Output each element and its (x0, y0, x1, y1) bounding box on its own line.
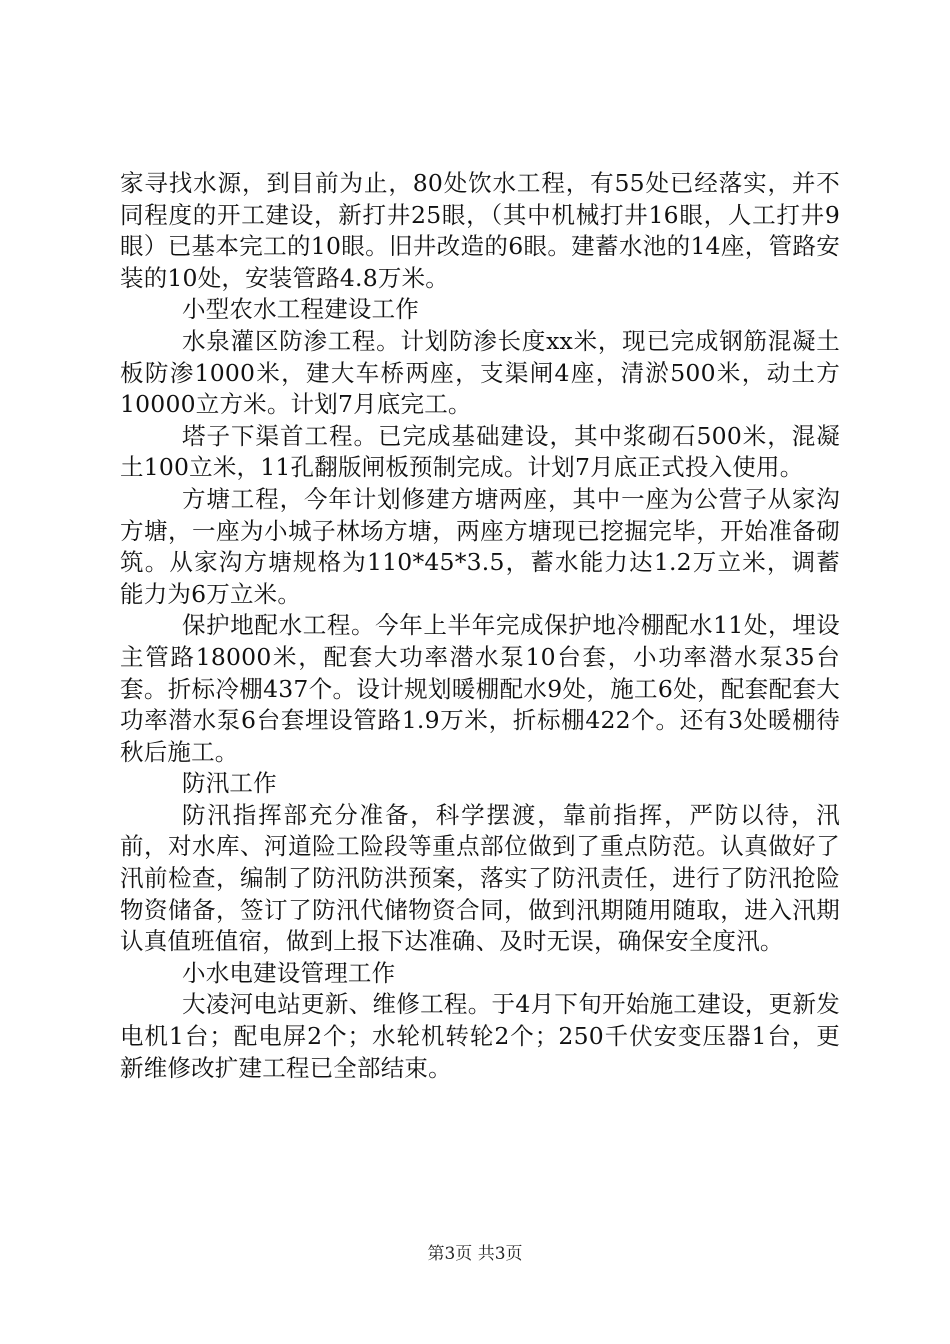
paragraph-daling-station: 大凌河电站更新、维修工程。于4月下旬开始施工建设，更新发电机1台；配电屏2个；水轮机转轮2个；250千伏安变压器1台，更新维修改扩建工程已全部结束。 (120, 990, 840, 1082)
paragraph-water-source: 家寻找水源，到目前为止，80处饮水工程，有55处已经落实，并不同程度的开工建设，新打井25眼，（其中机械打井16眼，人工打井9眼）已基本完工的10眼。旧井改造的6眼。建蓄水池的14座，管路安装的10处，安装管路4.8万米。 (120, 169, 840, 292)
paragraph-tazixia-canal: 塔子下渠首工程。已完成基础建设，其中浆砌石500米，混凝土100立米，11孔翻版闸板预制完成。计划7月底正式投入使用。 (120, 421, 840, 482)
document-body (120, 168, 840, 1084)
paragraph-greenhouse-water: 保护地配水工程。今年上半年完成保护地冷棚配水11处，埋设主管路18000米，配套大功率潜水泵10台套，小功率潜水泵35台套。折标冷棚437个。设计规划暖棚配水9处，施工6处，配套配套大功率潜水泵6台套埋设管路1.9万米，折标棚422个。还有3处暖棚待秋后施工。 (120, 611, 840, 766)
paragraph-flood-command: 防汛指挥部充分准备，科学摆渡，靠前指挥，严防以待，汛前，对水库、河道险工险段等重点部位做到了重点防范。认真做好了汛前检查，编制了防汛防洪预案，落实了防汛责任，进行了防汛抢险物资储备，签订了防汛代储物资合同，做到汛期随用随取，进入汛期认真值班值宿，做到上报下达准确、及时无误，确保安全度汛。 (120, 800, 840, 956)
heading-flood-control: 防汛工作 (182, 769, 277, 798)
heading-small-hydropower: 小水电建设管理工作 (182, 958, 396, 987)
heading-small-irrigation: 小型农水工程建设工作 (182, 295, 419, 324)
page-footer: 第3页 共3页 (427, 1244, 523, 1264)
paragraph-pond-project: 方塘工程，今年计划修建方塘两座，其中一座为公营子从家沟方塘，一座为小城子林场方塘，两座方塘现已挖掘完毕，开始准备砌筑。从家沟方塘规格为110*45*3.5，蓄水能力达1.2万立米，调蓄能力为6万立米。 (120, 484, 840, 608)
paragraph-shuiquan-irrigation: 水泉灌区防渗工程。计划防渗长度xx米，现已完成钢筋混凝土板防渗1000米，建大车桥两座，支渠闸4座，清淤500米，动土方10000立方米。计划7月底完工。 (120, 326, 840, 419)
